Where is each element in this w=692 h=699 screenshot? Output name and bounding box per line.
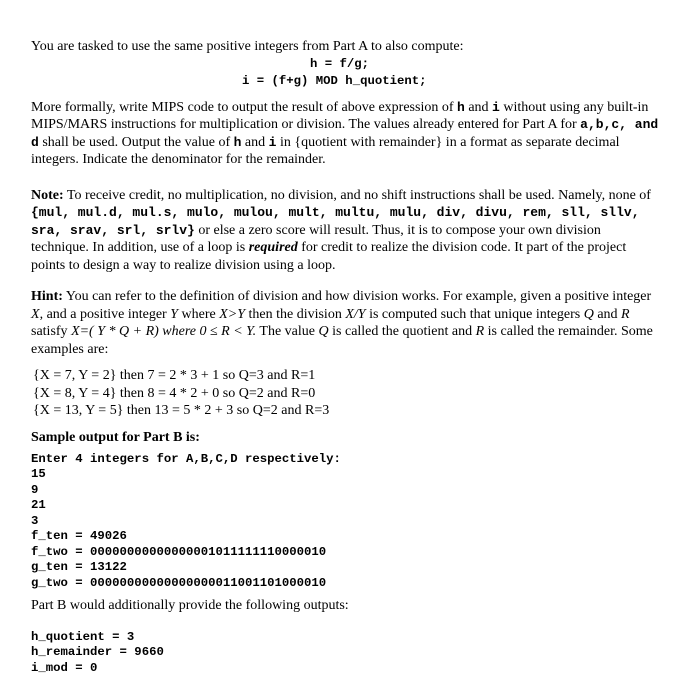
division-formula: X=( Y * Q + R) where 0 ≤ R < Y. [71,324,257,339]
output-line: g_ten = 13122 [31,560,127,574]
example-item: {X = 8, Y = 4} then 8 = 4 * 2 + 0 so Q=2 and R=0 [33,385,316,401]
code-h: h [457,99,465,115]
hint-label: Hint: [31,289,63,304]
output-line: 15 [31,467,46,481]
intro-text: You are tasked to use the same positive integers from Part A to also compute: [31,39,464,54]
additional-output-block [31,630,661,677]
formal-paragraph: More formally, write MIPS code to output the result of above expression of h and i without using any built-in MIPS/MARS instructions for multiplication or division. The values already entered for Part A for a,b,c, and d shall be used. Output the value of h and i in {quotient with remainder} in a format as separate decimal integers. Indicate the denominator for the remainder. [31,99,659,167]
expression-h: h = f/g; [310,56,370,71]
output-line: f_two = 00000000000000001011111110000010 [31,544,327,559]
code-abcd: a,b,c, and d [31,117,659,150]
code-h-2: h [233,134,242,150]
hint-paragraph: Hint: You can refer to the definition of division and how division works. For example, given a positive integer X, and a positive integer Y where X>Y then the division X/Y is computed such that unique integers Q and R satisfy X=( Y * Q + R) where 0 ≤ R < Y. The value Q is called the quotient and R is called the remainder. Some examples are: [31,289,653,357]
output-line: 21 [31,498,46,512]
expressions-block [31,56,661,90]
output-line: 9 [31,482,39,497]
output-line: h_quotient = 3 [31,629,135,644]
document-page [31,38,661,676]
output-line: h_remainder = 9660 [31,645,164,659]
output-line: i_mod = 0 [31,660,98,675]
sample-heading: Sample output for Part B is: [31,429,200,445]
note-label: Note: [31,187,64,203]
example-item: {X = 13, Y = 5} then 13 = 5 * 2 + 3 so Q=2 and R=3 [33,403,330,418]
example-item: {X = 7, Y = 2} then 7 = 2 * 3 + 1 so Q=3 and R=1 [33,368,316,383]
output-line: 3 [31,513,39,528]
required-emphasis: required [248,240,298,255]
forbidden-instructions: {mul, mul.d, mul.s, mulo, mulou, mult, multu, mulu, div, divu, rem, sll, sllv, sra, srav, srl, srlv} [31,205,640,238]
output-line: g_two = 00000000000000000011001101000010 [31,575,327,590]
expression-i: i = (f+g) MOD h_quotient; [242,73,427,88]
output-line: f_ten = 49026 [31,529,127,543]
part-b-text: Part B would additionally provide the following outputs: [31,598,349,613]
output-line: Enter 4 integers for A,B,C,D respectively: [31,451,341,466]
examples-list [31,367,661,420]
code-i-2: i [268,134,277,150]
code-i: i [492,99,500,115]
note-paragraph: Note: To receive credit, no multiplication, no division, and no shift instructions shall be used. Namely, none of {mul, mul.d, mul.s, mulo, mulou, mult, multu, mulu, div, divu, rem, sll, sllv, sra, srav, srl, srlv} or else a zero score will result. Thus, it is to compose your own division technique. In addition, use of a loop is required for credit to realize the division code. It part of the project points to design a way to realize division using a loop. [31,187,651,273]
sample-output-block [31,452,661,592]
